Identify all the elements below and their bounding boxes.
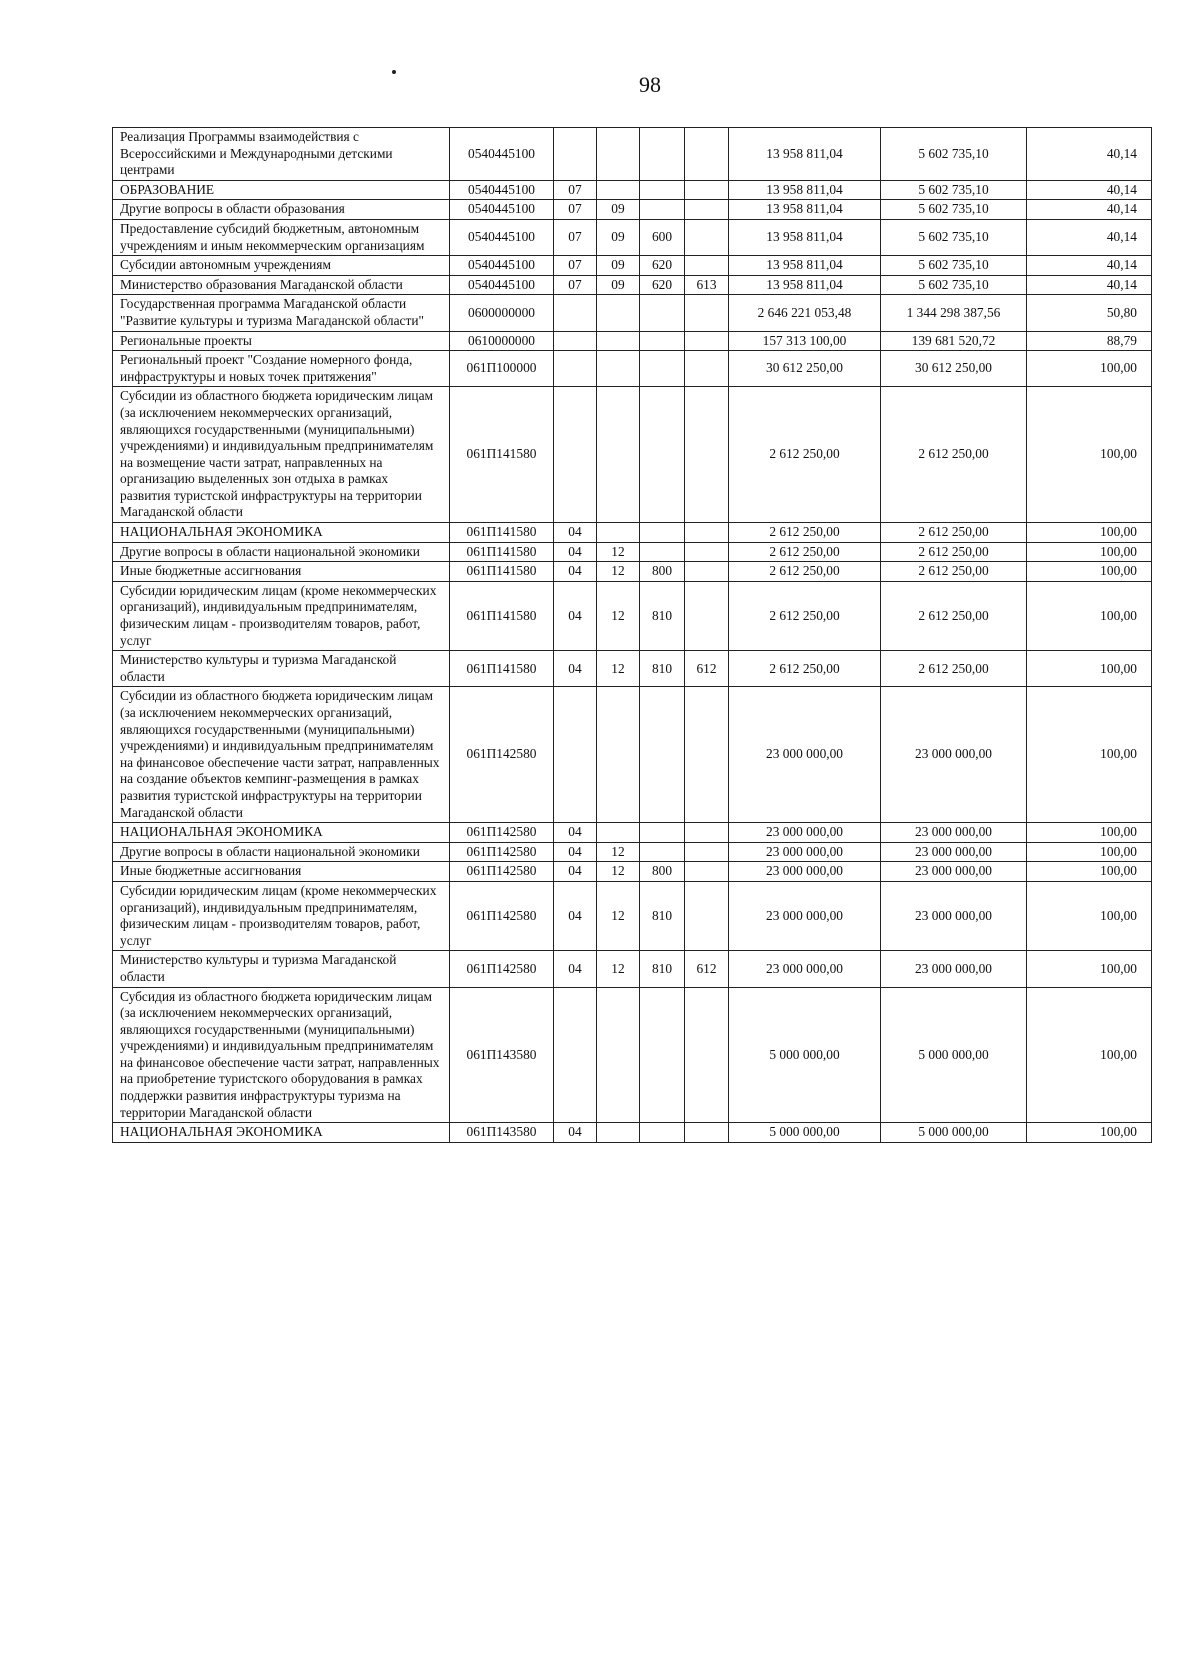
row-executed: 5 602 735,10 xyxy=(881,180,1027,200)
row-administrator xyxy=(685,387,729,523)
row-administrator xyxy=(685,687,729,823)
row-planned: 23 000 000,00 xyxy=(729,951,881,987)
row-section: 04 xyxy=(554,523,597,543)
row-section xyxy=(554,295,597,331)
row-planned: 13 958 811,04 xyxy=(729,180,881,200)
row-section: 04 xyxy=(554,651,597,687)
row-code: 061П141580 xyxy=(450,651,554,687)
row-subsection: 09 xyxy=(597,200,640,220)
table-row xyxy=(113,331,1152,351)
table-row xyxy=(113,200,1152,220)
row-code: 061П141580 xyxy=(450,562,554,582)
row-executed: 5 602 735,10 xyxy=(881,128,1027,181)
row-percent: 100,00 xyxy=(1027,951,1152,987)
row-subsection xyxy=(597,295,640,331)
row-code: 061П142580 xyxy=(450,862,554,882)
table-row xyxy=(113,881,1152,950)
table-row xyxy=(113,387,1152,523)
row-section: 07 xyxy=(554,219,597,255)
row-percent: 100,00 xyxy=(1027,387,1152,523)
budget-table xyxy=(112,127,1152,1143)
row-executed: 5 602 735,10 xyxy=(881,256,1027,276)
row-section: 04 xyxy=(554,581,597,650)
row-expense-type xyxy=(640,128,685,181)
row-section: 04 xyxy=(554,562,597,582)
row-percent: 100,00 xyxy=(1027,823,1152,843)
row-expense-type xyxy=(640,387,685,523)
table-row xyxy=(113,180,1152,200)
row-subsection xyxy=(597,128,640,181)
row-administrator xyxy=(685,219,729,255)
row-subsection xyxy=(597,351,640,387)
row-planned: 30 612 250,00 xyxy=(729,351,881,387)
row-section xyxy=(554,331,597,351)
row-executed: 23 000 000,00 xyxy=(881,862,1027,882)
row-executed: 2 612 250,00 xyxy=(881,542,1027,562)
row-percent: 100,00 xyxy=(1027,523,1152,543)
row-name: НАЦИОНАЛЬНАЯ ЭКОНОМИКА xyxy=(113,1123,450,1143)
row-executed: 30 612 250,00 xyxy=(881,351,1027,387)
row-section: 07 xyxy=(554,180,597,200)
row-percent: 100,00 xyxy=(1027,881,1152,950)
row-executed: 1 344 298 387,56 xyxy=(881,295,1027,331)
row-percent: 100,00 xyxy=(1027,987,1152,1123)
row-planned: 23 000 000,00 xyxy=(729,862,881,882)
row-administrator xyxy=(685,542,729,562)
row-section xyxy=(554,987,597,1123)
row-section: 07 xyxy=(554,200,597,220)
row-name: Иные бюджетные ассигнования xyxy=(113,862,450,882)
row-subsection xyxy=(597,331,640,351)
row-planned: 13 958 811,04 xyxy=(729,275,881,295)
row-planned: 23 000 000,00 xyxy=(729,881,881,950)
row-executed: 139 681 520,72 xyxy=(881,331,1027,351)
table-row xyxy=(113,219,1152,255)
row-percent: 100,00 xyxy=(1027,562,1152,582)
row-administrator xyxy=(685,180,729,200)
row-name: Министерство образования Магаданской области xyxy=(113,275,450,295)
table-row xyxy=(113,542,1152,562)
row-section xyxy=(554,351,597,387)
row-name: Субсидии из областного бюджета юридическим лицам (за исключением некоммерческих организаций, являющихся государственными (муниципальными) учреждениями) и индивидуальным предпринимателям на возмещение части затрат, направленных на организацию выделенных зон отдыха в рамках развития туристской инфраструктуры на территории Магаданской области xyxy=(113,387,450,523)
table-row xyxy=(113,562,1152,582)
table-row xyxy=(113,523,1152,543)
row-percent: 100,00 xyxy=(1027,687,1152,823)
row-name: Иные бюджетные ассигнования xyxy=(113,562,450,582)
row-code: 0540445100 xyxy=(450,219,554,255)
row-code: 0540445100 xyxy=(450,180,554,200)
page-number: 98 xyxy=(639,72,661,97)
row-expense-type: 810 xyxy=(640,581,685,650)
row-name: Субсидия из областного бюджета юридическим лицам (за исключением некоммерческих организаций, являющихся государственными (муниципальными) учреждениями) и индивидуальным предпринимателям на финансовое обеспечение части затрат, направленных на приобретение туристского оборудования в рамках поддержки развития инфраструктуры туризма на территории Магаданской области xyxy=(113,987,450,1123)
row-code: 061П142580 xyxy=(450,842,554,862)
row-percent: 50,80 xyxy=(1027,295,1152,331)
row-planned: 2 612 250,00 xyxy=(729,562,881,582)
row-executed: 23 000 000,00 xyxy=(881,881,1027,950)
row-planned: 13 958 811,04 xyxy=(729,256,881,276)
row-administrator xyxy=(685,562,729,582)
row-code: 0540445100 xyxy=(450,256,554,276)
row-expense-type xyxy=(640,842,685,862)
row-expense-type xyxy=(640,542,685,562)
table-row xyxy=(113,256,1152,276)
row-subsection: 09 xyxy=(597,219,640,255)
row-code: 0540445100 xyxy=(450,275,554,295)
row-percent: 100,00 xyxy=(1027,842,1152,862)
row-subsection xyxy=(597,823,640,843)
row-subsection: 12 xyxy=(597,542,640,562)
row-subsection xyxy=(597,180,640,200)
row-planned: 157 313 100,00 xyxy=(729,331,881,351)
table-row xyxy=(113,581,1152,650)
row-executed: 23 000 000,00 xyxy=(881,823,1027,843)
row-name: Предоставление субсидий бюджетным, автономным учреждениям и иным некоммерческим организациям xyxy=(113,219,450,255)
row-subsection: 12 xyxy=(597,842,640,862)
row-code: 061П143580 xyxy=(450,1123,554,1143)
row-subsection xyxy=(597,687,640,823)
row-expense-type xyxy=(640,687,685,823)
row-percent: 88,79 xyxy=(1027,331,1152,351)
row-planned: 5 000 000,00 xyxy=(729,987,881,1123)
row-expense-type xyxy=(640,351,685,387)
row-expense-type: 810 xyxy=(640,881,685,950)
row-expense-type xyxy=(640,180,685,200)
row-executed: 23 000 000,00 xyxy=(881,842,1027,862)
row-planned: 23 000 000,00 xyxy=(729,842,881,862)
row-code: 061П142580 xyxy=(450,823,554,843)
row-code: 0540445100 xyxy=(450,128,554,181)
row-code: 061П143580 xyxy=(450,987,554,1123)
row-subsection xyxy=(597,987,640,1123)
row-administrator xyxy=(685,200,729,220)
row-executed: 23 000 000,00 xyxy=(881,687,1027,823)
row-executed: 23 000 000,00 xyxy=(881,951,1027,987)
row-expense-type xyxy=(640,523,685,543)
row-section: 04 xyxy=(554,1123,597,1143)
row-section: 07 xyxy=(554,275,597,295)
row-subsection: 12 xyxy=(597,562,640,582)
row-expense-type xyxy=(640,823,685,843)
table-row xyxy=(113,687,1152,823)
row-planned: 5 000 000,00 xyxy=(729,1123,881,1143)
row-section: 07 xyxy=(554,256,597,276)
row-percent: 100,00 xyxy=(1027,581,1152,650)
table-row xyxy=(113,842,1152,862)
row-administrator xyxy=(685,581,729,650)
row-name: Региональный проект "Создание номерного фонда, инфраструктуры и новых точек притяжения" xyxy=(113,351,450,387)
row-executed: 5 602 735,10 xyxy=(881,200,1027,220)
table-row xyxy=(113,1123,1152,1143)
row-name: Субсидии из областного бюджета юридическим лицам (за исключением некоммерческих организаций, являющихся государственными (муниципальными) учреждениями) и индивидуальным предпринимателям на финансовое обеспечение части затрат, направленных на создание объектов кемпинг-размещения в рамках развития туристской инфраструктуры на территории Магаданской области xyxy=(113,687,450,823)
row-administrator xyxy=(685,523,729,543)
row-code: 0600000000 xyxy=(450,295,554,331)
table-row xyxy=(113,275,1152,295)
row-code: 061П100000 xyxy=(450,351,554,387)
row-planned: 13 958 811,04 xyxy=(729,219,881,255)
row-expense-type: 810 xyxy=(640,951,685,987)
row-subsection: 12 xyxy=(597,651,640,687)
row-expense-type: 800 xyxy=(640,562,685,582)
row-administrator xyxy=(685,842,729,862)
row-subsection: 12 xyxy=(597,862,640,882)
row-expense-type: 810 xyxy=(640,651,685,687)
row-name: Другие вопросы в области национальной экономики xyxy=(113,542,450,562)
row-executed: 5 602 735,10 xyxy=(881,219,1027,255)
row-name: Государственная программа Магаданской области "Развитие культуры и туризма Магаданской области" xyxy=(113,295,450,331)
row-code: 061П142580 xyxy=(450,881,554,950)
table-row xyxy=(113,862,1152,882)
row-section xyxy=(554,687,597,823)
row-administrator xyxy=(685,862,729,882)
row-executed: 5 000 000,00 xyxy=(881,1123,1027,1143)
row-administrator xyxy=(685,881,729,950)
row-code: 061П141580 xyxy=(450,523,554,543)
row-section: 04 xyxy=(554,881,597,950)
row-administrator xyxy=(685,256,729,276)
row-expense-type: 620 xyxy=(640,275,685,295)
row-section: 04 xyxy=(554,862,597,882)
row-percent: 100,00 xyxy=(1027,1123,1152,1143)
row-subsection xyxy=(597,1123,640,1143)
row-planned: 2 646 221 053,48 xyxy=(729,295,881,331)
row-expense-type xyxy=(640,295,685,331)
row-planned: 2 612 250,00 xyxy=(729,523,881,543)
row-expense-type: 620 xyxy=(640,256,685,276)
row-percent: 40,14 xyxy=(1027,128,1152,181)
row-name: Субсидии автономным учреждениям xyxy=(113,256,450,276)
table-row xyxy=(113,651,1152,687)
row-subsection: 09 xyxy=(597,256,640,276)
row-percent: 100,00 xyxy=(1027,351,1152,387)
row-name: Субсидии юридическим лицам (кроме некоммерческих организаций), индивидуальным предпринимателям, физическим лицам - производителям товаров, работ, услуг xyxy=(113,881,450,950)
row-name: Субсидии юридическим лицам (кроме некоммерческих организаций), индивидуальным предпринимателям, физическим лицам - производителям товаров, работ, услуг xyxy=(113,581,450,650)
row-planned: 23 000 000,00 xyxy=(729,823,881,843)
table-row xyxy=(113,128,1152,181)
row-name: ОБРАЗОВАНИЕ xyxy=(113,180,450,200)
row-administrator xyxy=(685,1123,729,1143)
row-subsection xyxy=(597,387,640,523)
row-administrator xyxy=(685,987,729,1123)
row-code: 061П142580 xyxy=(450,687,554,823)
row-section: 04 xyxy=(554,951,597,987)
row-code: 0540445100 xyxy=(450,200,554,220)
row-executed: 2 612 250,00 xyxy=(881,523,1027,543)
row-subsection: 12 xyxy=(597,951,640,987)
row-code: 061П141580 xyxy=(450,387,554,523)
budget-table-body xyxy=(113,128,1152,1143)
row-administrator: 612 xyxy=(685,651,729,687)
row-percent: 40,14 xyxy=(1027,200,1152,220)
table-row xyxy=(113,351,1152,387)
row-section xyxy=(554,387,597,523)
row-expense-type: 600 xyxy=(640,219,685,255)
row-section: 04 xyxy=(554,823,597,843)
row-executed: 2 612 250,00 xyxy=(881,387,1027,523)
row-section: 04 xyxy=(554,842,597,862)
row-executed: 5 602 735,10 xyxy=(881,275,1027,295)
table-row xyxy=(113,951,1152,987)
row-planned: 2 612 250,00 xyxy=(729,581,881,650)
row-planned: 2 612 250,00 xyxy=(729,651,881,687)
row-name: НАЦИОНАЛЬНАЯ ЭКОНОМИКА xyxy=(113,823,450,843)
row-executed: 2 612 250,00 xyxy=(881,651,1027,687)
row-planned: 2 612 250,00 xyxy=(729,387,881,523)
row-administrator xyxy=(685,823,729,843)
row-expense-type xyxy=(640,1123,685,1143)
row-name: Реализация Программы взаимодействия с Всероссийскими и Международными детскими центрами xyxy=(113,128,450,181)
row-name: НАЦИОНАЛЬНАЯ ЭКОНОМИКА xyxy=(113,523,450,543)
table-row xyxy=(113,987,1152,1123)
row-percent: 40,14 xyxy=(1027,180,1152,200)
row-executed: 2 612 250,00 xyxy=(881,562,1027,582)
row-expense-type xyxy=(640,987,685,1123)
row-percent: 40,14 xyxy=(1027,256,1152,276)
row-expense-type: 800 xyxy=(640,862,685,882)
table-row xyxy=(113,295,1152,331)
row-administrator: 612 xyxy=(685,951,729,987)
row-code: 061П142580 xyxy=(450,951,554,987)
table-row xyxy=(113,823,1152,843)
row-section xyxy=(554,128,597,181)
row-subsection: 12 xyxy=(597,581,640,650)
row-planned: 13 958 811,04 xyxy=(729,200,881,220)
row-subsection: 12 xyxy=(597,881,640,950)
row-percent: 100,00 xyxy=(1027,862,1152,882)
row-executed: 5 000 000,00 xyxy=(881,987,1027,1123)
row-expense-type xyxy=(640,200,685,220)
row-code: 061П141580 xyxy=(450,542,554,562)
row-planned: 13 958 811,04 xyxy=(729,128,881,181)
row-expense-type xyxy=(640,331,685,351)
row-percent: 40,14 xyxy=(1027,275,1152,295)
row-administrator xyxy=(685,351,729,387)
row-name: Министерство культуры и туризма Магаданской области xyxy=(113,651,450,687)
row-percent: 100,00 xyxy=(1027,542,1152,562)
row-percent: 40,14 xyxy=(1027,219,1152,255)
row-section: 04 xyxy=(554,542,597,562)
row-executed: 2 612 250,00 xyxy=(881,581,1027,650)
row-administrator xyxy=(685,295,729,331)
row-name: Министерство культуры и туризма Магаданской области xyxy=(113,951,450,987)
row-administrator: 613 xyxy=(685,275,729,295)
row-name: Региональные проекты xyxy=(113,331,450,351)
row-subsection xyxy=(597,523,640,543)
row-subsection: 09 xyxy=(597,275,640,295)
row-administrator xyxy=(685,331,729,351)
row-administrator xyxy=(685,128,729,181)
row-code: 061П141580 xyxy=(450,581,554,650)
row-name: Другие вопросы в области национальной экономики xyxy=(113,842,450,862)
row-percent: 100,00 xyxy=(1027,651,1152,687)
row-name: Другие вопросы в области образования xyxy=(113,200,450,220)
row-planned: 23 000 000,00 xyxy=(729,687,881,823)
row-planned: 2 612 250,00 xyxy=(729,542,881,562)
row-code: 0610000000 xyxy=(450,331,554,351)
